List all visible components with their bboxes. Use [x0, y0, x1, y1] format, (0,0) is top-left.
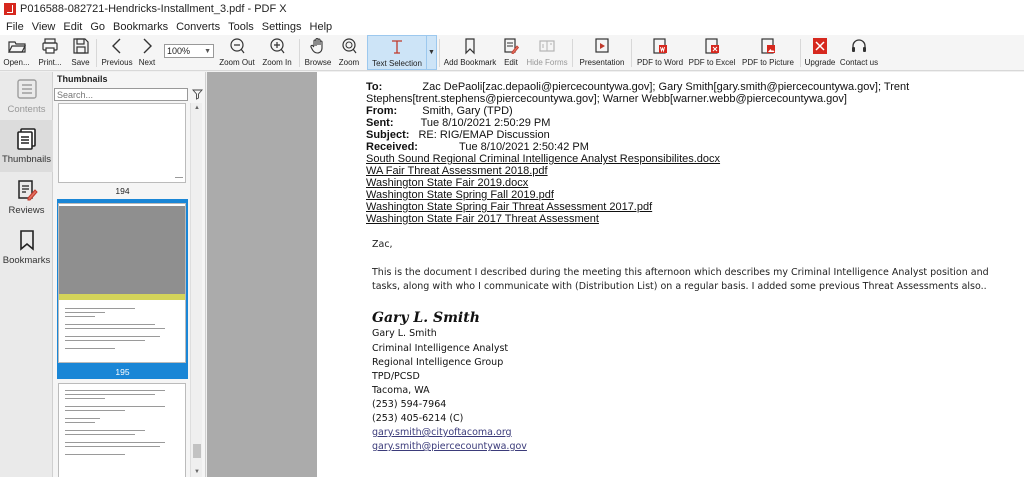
pdf-to-excel-button[interactable]: PDF to Excel	[686, 35, 738, 70]
thumbnails-icon	[15, 127, 39, 151]
rail-thumbnails[interactable]: Thumbnails	[0, 120, 53, 172]
text-selection-button[interactable]: Text Selection	[367, 35, 427, 70]
email-received-label: Received:	[366, 141, 418, 153]
zoom-tool-button[interactable]: Zoom	[334, 35, 364, 70]
thumbnail-page-number: 194	[115, 186, 130, 196]
contents-list-icon	[15, 77, 39, 101]
email-body-line: This is the document I described during the meeting this afternoon which describes my Criminal Intelligence Analyst position and	[372, 267, 989, 278]
thumb-text-line	[65, 394, 155, 395]
menu-help[interactable]: Help	[309, 20, 333, 33]
email-to-value: Zac DePaoli[zac.depaoli@piercecountywa.gov]; Gary Smith[gary.smith@piercecountywa.gov]; Trent	[422, 81, 910, 93]
email-from-label: From:	[366, 105, 398, 117]
thumb-text-line	[65, 422, 95, 423]
rail-reviews[interactable]: Reviews	[0, 172, 53, 222]
menu-tools[interactable]: Tools	[228, 20, 254, 33]
text-cursor-icon	[388, 38, 406, 56]
edit-button[interactable]: Edit	[498, 35, 524, 70]
scroll-down-icon[interactable]: ▼	[194, 469, 200, 475]
toolbar-separator	[439, 39, 440, 67]
thumb-text-line	[65, 446, 160, 447]
title-bar	[0, 0, 1024, 18]
attachment-link[interactable]: Washington State Spring Fall 2019.pdf	[366, 189, 554, 201]
thumb-text-line	[65, 336, 160, 337]
toolbar-separator	[631, 39, 632, 67]
browse-button[interactable]: Browse	[302, 35, 334, 70]
thumbnail-page-image	[58, 203, 186, 363]
toolbar-separator	[800, 39, 801, 67]
zoom-level-value: 100%	[167, 46, 191, 56]
zoom-out-button[interactable]: Zoom Out	[217, 35, 257, 70]
window-title: P016588-082721-Hendricks-Installment_3.pdf - PDF X	[20, 3, 287, 15]
signature-script-name: Gary L. Smith	[372, 310, 480, 326]
scroll-up-icon[interactable]: ▲	[194, 105, 200, 111]
thumbnail-page-195[interactable]	[57, 199, 188, 379]
printer-icon	[41, 37, 59, 55]
email-received-value: Tue 8/10/2021 2:50:42 PM	[459, 141, 589, 153]
thumb-text-line	[65, 328, 165, 329]
thumbnail-page-number: 195	[115, 367, 130, 377]
email-sent-line	[366, 117, 550, 129]
attachment-link[interactable]: WA Fair Threat Assessment 2018.pdf	[366, 165, 548, 177]
zoom-in-button[interactable]: Zoom In	[257, 35, 297, 70]
attachment-link[interactable]: Washington State Spring Fair Threat Assessment 2017.pdf	[366, 201, 653, 213]
thumbnail-page-196[interactable]	[57, 383, 188, 477]
thumb-text-line	[65, 406, 165, 407]
hand-icon	[309, 37, 327, 55]
pdf-to-picture-button[interactable]: PDF to Picture	[738, 35, 798, 70]
text-selection-dropdown[interactable]	[427, 35, 437, 70]
pdf-to-word-button[interactable]: PDF to Word	[634, 35, 686, 70]
menu-edit[interactable]: Edit	[63, 20, 83, 33]
email-body-line: tasks, along with who I communicate with (Distribution List) on a regular basis. I added some previous Threat Assessments also..	[372, 281, 987, 292]
thumb-text-line	[65, 390, 165, 391]
email-received-line	[366, 141, 589, 153]
email-to-value-cont: Stephens[trent.stephens@piercecountywa.gov]; Warner Webb[warner.webb@piercecountywa.gov]	[366, 93, 847, 105]
menu-view[interactable]: View	[31, 20, 56, 33]
thumb-text-line	[65, 418, 100, 419]
next-button[interactable]: Next	[135, 35, 159, 70]
thumb-text-line	[65, 434, 135, 435]
thumbnails-panel-title: Thumbnails	[57, 74, 108, 84]
thumb-text-line	[65, 398, 105, 399]
filter-icon[interactable]	[192, 89, 203, 100]
signature-line: Tacoma, WA	[372, 385, 430, 396]
toolbar-separator	[572, 39, 573, 67]
email-sent-label: Sent:	[366, 117, 394, 129]
menu-bar	[0, 18, 1024, 35]
thumbnail-page-image	[58, 103, 186, 183]
attachment-link[interactable]: Washington State Fair 2017 Threat Assessment	[366, 213, 599, 225]
pdf-to-excel-icon	[703, 37, 721, 55]
rail-contents[interactable]: Contents	[0, 72, 53, 120]
thumb-text-line	[65, 324, 155, 325]
hide-forms-button[interactable]: Hide Forms	[524, 35, 570, 70]
email-greeting: Zac,	[372, 239, 393, 250]
pdf-upgrade-icon	[811, 37, 829, 55]
chevron-right-icon	[138, 37, 156, 55]
thumbnail-search-input[interactable]	[54, 88, 188, 101]
pdf-to-word-icon	[651, 37, 669, 55]
pdfx-app-icon	[4, 3, 16, 15]
zoom-in-icon	[268, 37, 286, 55]
email-sent-value: Tue 8/10/2021 2:50:29 PM	[420, 117, 551, 129]
signature-line: (253) 405-6214 (C)	[372, 413, 464, 424]
thumb-text-line	[65, 442, 165, 443]
floppy-disk-icon	[72, 37, 90, 55]
previous-button[interactable]: Previous	[99, 35, 135, 70]
thumb-text-line	[65, 340, 145, 341]
thumbnail-page-image	[58, 383, 186, 477]
thumbnail-page-194[interactable]	[57, 103, 188, 197]
zoom-level-select[interactable]	[164, 44, 214, 58]
menu-bookmarks[interactable]: Bookmarks	[113, 20, 169, 33]
scrollbar-thumb[interactable]	[193, 444, 201, 458]
add-bookmark-button[interactable]: Add Bookmark	[442, 35, 498, 70]
presentation-icon	[593, 37, 611, 55]
thumb-text-line	[65, 410, 125, 411]
thumb-text-line	[65, 348, 115, 349]
signature-email-link[interactable]: gary.smith@piercecountywa.gov	[372, 441, 527, 452]
menu-settings[interactable]: Settings	[261, 20, 302, 33]
email-subject-value: RE: RIG/EMAP Discussion	[418, 129, 550, 141]
menu-go[interactable]: Go	[90, 20, 106, 33]
toolbar	[0, 35, 1024, 71]
email-to-line	[366, 81, 909, 93]
pdf-to-picture-icon	[759, 37, 777, 55]
signature-line: Criminal Intelligence Analyst	[372, 343, 509, 354]
thumb-text-line	[65, 308, 135, 309]
thumbnail-list[interactable]	[53, 103, 189, 477]
open-button[interactable]: Open...	[0, 35, 33, 70]
thumbnails-panel	[53, 72, 206, 477]
bookmark-icon	[461, 37, 479, 55]
reviews-pen-icon	[15, 178, 39, 202]
signature-line: Gary L. Smith	[372, 328, 437, 339]
document-view[interactable]	[207, 72, 1024, 477]
thumb-text-line	[175, 177, 183, 178]
thumb-text-line	[65, 316, 95, 317]
edit-document-icon	[502, 37, 520, 55]
magnifier-icon	[340, 37, 358, 55]
save-button[interactable]: Save	[67, 35, 94, 70]
thumb-text-line	[65, 312, 105, 313]
email-subject-line	[366, 129, 550, 141]
presentation-button[interactable]: Presentation	[575, 35, 629, 70]
toolbar-separator	[96, 39, 97, 67]
menu-converts[interactable]: Converts	[176, 20, 221, 33]
chevron-down-icon: ▼	[204, 47, 211, 55]
rail-bookmarks[interactable]: Bookmarks	[0, 222, 53, 272]
signature-line: TPD/PCSD	[372, 371, 420, 382]
side-rail	[0, 72, 53, 477]
bookmark-icon	[15, 228, 39, 252]
attachment-link[interactable]: Washington State Fair 2019.docx	[366, 177, 529, 189]
signature-email-link[interactable]: gary.smith@cityoftacoma.org	[372, 427, 512, 438]
print-button[interactable]: Print...	[33, 35, 67, 70]
contact-us-button[interactable]: Contact us	[837, 35, 881, 70]
signature-line: (253) 594-7964	[372, 399, 447, 410]
email-subject-label: Subject:	[366, 129, 410, 141]
signature-line: Regional Intelligence Group	[372, 357, 504, 368]
attachment-link[interactable]: South Sound Regional Criminal Intelligence Analyst Responsibilites.docx	[366, 153, 721, 165]
thumb-highlight-strip	[59, 294, 185, 300]
headset-icon	[850, 37, 868, 55]
menu-file[interactable]: File	[6, 20, 24, 33]
form-fields-icon	[538, 37, 556, 55]
pdf-page[interactable]	[317, 72, 1024, 477]
email-from-value: Smith, Gary (TPD)	[422, 105, 513, 117]
thumb-text-line	[65, 454, 125, 455]
upgrade-button[interactable]: Upgrade	[803, 35, 837, 70]
toolbar-separator	[299, 39, 300, 67]
chevron-left-icon	[108, 37, 126, 55]
folder-open-icon	[8, 37, 26, 55]
email-to-label: To:	[366, 81, 383, 93]
email-from-line	[366, 105, 513, 117]
zoom-out-icon	[228, 37, 246, 55]
thumb-text-line	[65, 430, 145, 431]
thumbnail-scrollbar[interactable]	[190, 103, 202, 477]
triangle-down-icon: ▼	[428, 49, 435, 56]
thumb-highlight-block	[59, 206, 185, 294]
